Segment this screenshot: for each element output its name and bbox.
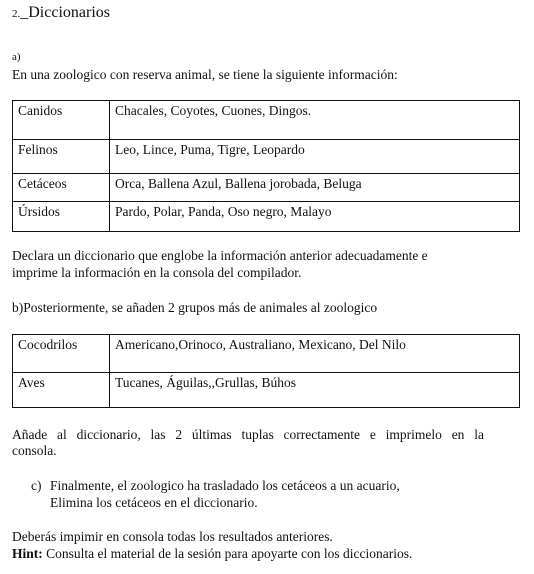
part-b-instruction-line2: consola. bbox=[12, 443, 57, 458]
part-c-line1: Finalmente, el zoologico ha trasladado los cetáceos a un acuario, bbox=[50, 478, 400, 493]
zoo-table-b bbox=[12, 334, 520, 408]
part-a-intro: En una zoologico con reserva animal, se tiene la siguiente información: bbox=[12, 67, 398, 82]
group-animals: Americano,Orinoco, Australiano, Mexicano, Del Nilo bbox=[110, 335, 520, 373]
group-name: Cocodrilos bbox=[13, 335, 110, 373]
part-b-instruction-line1: Añade al diccionario, las 2 últimas tuplas correctamente e imprimelo en la bbox=[12, 427, 484, 442]
hint-label: Hint: bbox=[12, 546, 43, 561]
part-c-label: c) bbox=[31, 478, 42, 493]
group-animals: Leo, Lince, Puma, Tigre, Leopardo bbox=[110, 140, 520, 174]
group-animals: Chacales, Coyotes, Cuones, Dingos. bbox=[110, 101, 520, 140]
section-title-text: _Diccionarios bbox=[20, 4, 110, 21]
group-name: Felinos bbox=[13, 140, 110, 174]
part-c-line2: Elimina los cetáceos en el diccionario. bbox=[50, 495, 258, 510]
table-row bbox=[13, 174, 520, 202]
table-row bbox=[13, 101, 520, 140]
group-name: Canidos bbox=[13, 101, 110, 140]
part-b-instruction bbox=[12, 427, 484, 459]
table-row bbox=[13, 335, 520, 373]
group-animals: Tucanes, Águilas,,Grullas, Búhos bbox=[110, 373, 520, 408]
group-name: Cetáceos bbox=[13, 174, 110, 202]
footer-line1: Deberás impimir en consola todas los resultados anteriores. bbox=[12, 529, 333, 544]
section-number: 2. bbox=[12, 8, 21, 20]
group-animals: Pardo, Polar, Panda, Oso negro, Malayo bbox=[110, 202, 520, 232]
hint-text: Consulta el material de la sesión para apoyarte con los diccionarios. bbox=[42, 546, 413, 561]
part-b-intro: b)Posteriormente, se añaden 2 grupos más de animales al zoologico bbox=[12, 300, 378, 315]
footer-hint bbox=[12, 546, 412, 562]
group-name: Aves bbox=[13, 373, 110, 408]
part-a-instruction-line2: imprime la información en la consola del compilador. bbox=[12, 265, 302, 280]
part-a-label: a) bbox=[12, 51, 21, 63]
table-row bbox=[13, 373, 520, 408]
section-title bbox=[12, 4, 110, 22]
group-animals: Orca, Ballena Azul, Ballena jorobada, Beluga bbox=[110, 174, 520, 202]
group-name: Úrsidos bbox=[13, 202, 110, 232]
zoo-table-a bbox=[12, 100, 520, 232]
part-a-instruction-line1: Declara un diccionario que englobe la información anterior adecuadamente e bbox=[12, 248, 428, 263]
table-row bbox=[13, 140, 520, 174]
table-row bbox=[13, 202, 520, 232]
